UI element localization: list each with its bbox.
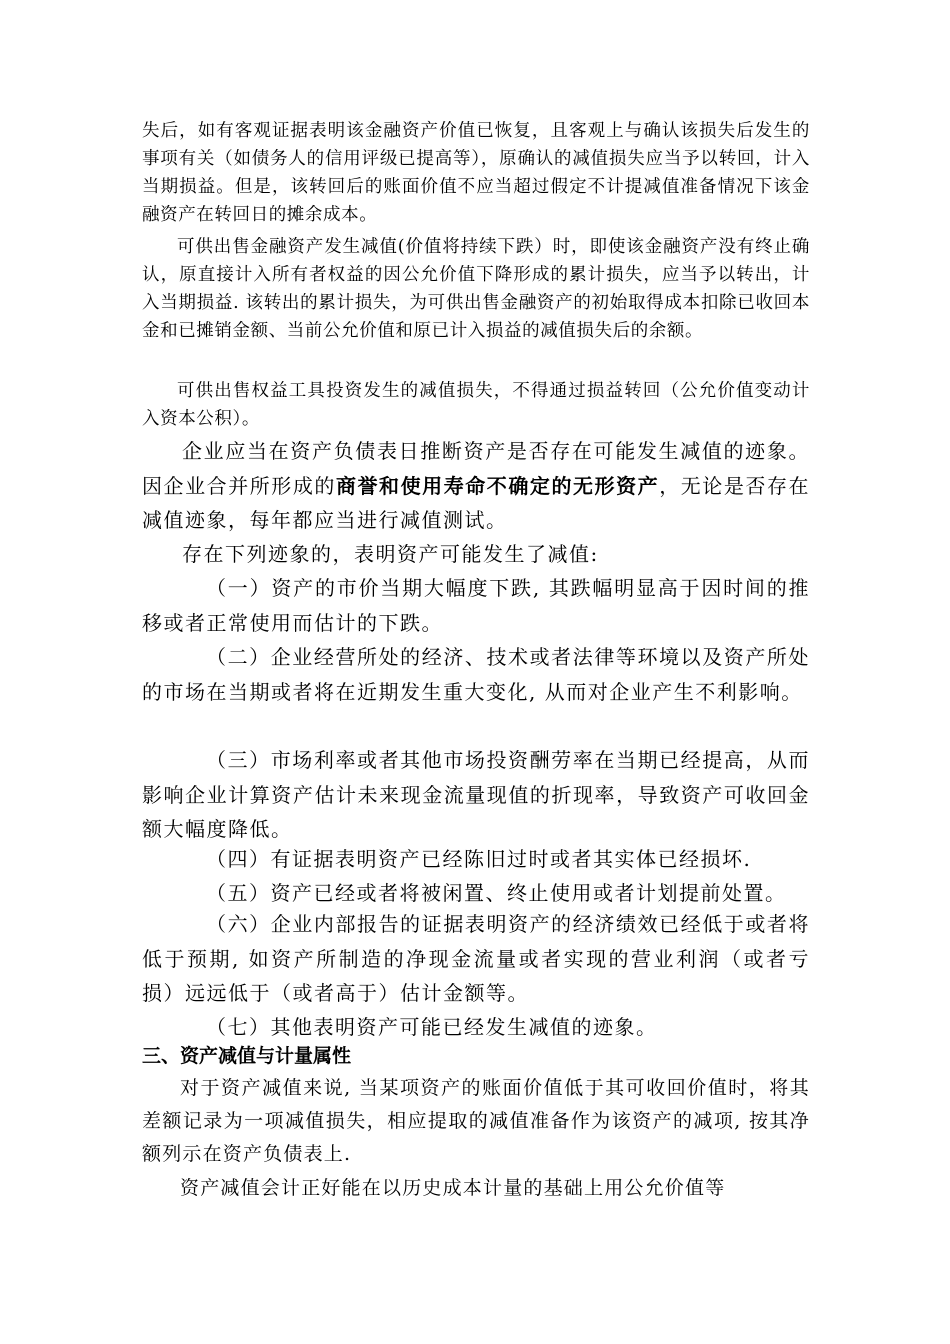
paragraph-measurement: 对于资产减值来说, 当某项资产的账面价值低于其可收回价值时，将其差额记录为一项减值损失，相应提取的减值准备作为该资产的减项, 按其净额列示在资产负债表上. <box>142 1077 810 1165</box>
paragraph-equity-instrument: 可供出售权益工具投资发生的减值损失，不得通过损益转回（公允价值变动计入资本公积）。 <box>142 381 810 429</box>
paragraph-impairment-indicators <box>142 434 810 538</box>
text-segment: ，无论是否存在减值迹象，每年都应当进行减值测试。 <box>142 473 811 532</box>
list-item-5: （五）资产已经或者将被闲置、终止使用或者计划提前处置。 <box>206 881 787 905</box>
list-item-1: （一）资产的市价当期大幅度下跌, 其跌幅明显高于因时间的推移或者正常使用而估计的下跌。 <box>142 576 810 635</box>
section-heading: 三、资产减值与计量属性 <box>142 1045 352 1067</box>
list-item-3: （三）市场利率或者其他市场投资酬劳率在当期已经提高，从而影响企业计算资产估计未来现金流量现值的折现率，导致资产可收回金额大幅度降低。 <box>142 748 810 841</box>
paragraph-reversal: 失后，如有客观证据表明该金融资产价值已恢复，且客观上与确认该损失后发生的事项有关（如债务人的信用评级已提高等），原确认的减值损失应当予以转回，计入当期损益。但是，该转回后的账面价值不应当超过假定不计提减值准备情况下该金融资产在转回日的摊余成本。 <box>142 121 810 225</box>
list-item-2: （二）企业经营所处的经济、技术或者法律等环境以及资产所处的市场在当期或者将在近期发生重大变化, 从而对企业产生不利影响。 <box>142 645 810 704</box>
paragraph-list-intro: 存在下列迹象的，表明资产可能发生了减值: <box>182 542 599 566</box>
text-segment: 企业应当在资产负债表日推断资产是否存在可能发生减值的迹象。因企业合并所形成的 <box>142 439 810 498</box>
paragraph-available-for-sale: 可供出售金融资产发生减值(价值将持续下跌）时，即使该金融资产没有终止确认，原直接计入所有者权益的因公允价值下降形成的累计损失，应当予以转出，计入当期损益. 该转出的累计损失，为可供出售金融资产的初始取得成本扣除已收回本金和已摊销金额、当前公允价值和原已计入损益的减值损失后的余额。 <box>142 237 810 341</box>
list-item-6: （六）企业内部报告的证据表明资产的经济绩效已经低于或者将低于预期, 如资产所制造的净现金流量或者实现的营业利润（或者亏损）远远低于（或者高于）估计金额等。 <box>142 912 810 1005</box>
paragraph-continued: 资产减值会计正好能在以历史成本计量的基础上用公允价值等 <box>180 1177 726 1199</box>
list-item-4: （四）有证据表明资产已经陈旧过时或者其实体已经损坏. <box>206 847 752 871</box>
list-item-7: （七）其他表明资产可能已经发生减值的迹象。 <box>206 1015 658 1039</box>
bold-goodwill-text: 商誉和使用寿命不确定的无形资产 <box>335 473 660 498</box>
